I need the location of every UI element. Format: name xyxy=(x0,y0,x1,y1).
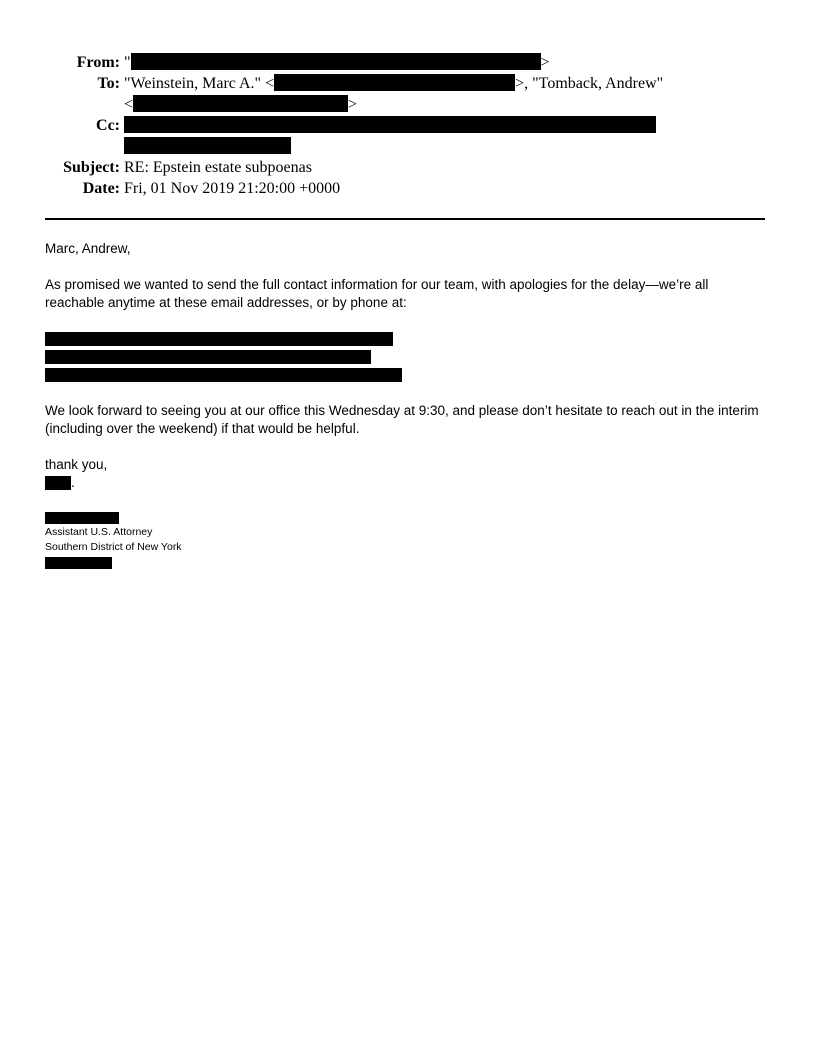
redaction-to-address-2 xyxy=(133,95,348,112)
closing: thank you, xyxy=(45,457,108,472)
redaction-cc-line-1 xyxy=(124,116,656,133)
to-row-continued xyxy=(0,94,816,115)
greeting: Marc, Andrew, xyxy=(45,241,131,256)
paragraph-1-line-2: reachable anytime at these email addresses, or by phone at: xyxy=(45,295,407,310)
to-label: To: xyxy=(97,75,120,92)
cc-row-continued xyxy=(0,136,816,157)
subject-value: RE: Epstein estate subpoenas xyxy=(124,159,312,176)
to-value: "Weinstein, Marc A." < >, "Tomback, Andrew" xyxy=(124,75,664,92)
date-value: Fri, 01 Nov 2019 21:20:00 +0000 xyxy=(124,180,341,197)
date-label: Date: xyxy=(82,180,120,197)
email-header xyxy=(0,52,816,199)
paragraph-2-line-2: (including over the weekend) if that would be helpful. xyxy=(45,421,360,436)
redaction-contact-line-1 xyxy=(45,332,393,346)
header-divider xyxy=(45,218,765,220)
paragraph-2-line-1: We look forward to seeing you at our office this Wednesday at 9:30, and please don’t hesitate to reach out in the interim xyxy=(45,403,759,418)
redaction-sender-name xyxy=(45,476,71,490)
from-label: From: xyxy=(76,54,120,71)
redaction-cc-line-2 xyxy=(124,137,291,154)
redaction-signature-name xyxy=(45,512,119,524)
paragraph-2 xyxy=(45,402,770,438)
to-row xyxy=(0,73,816,94)
closing-period: . xyxy=(71,475,75,490)
redaction-contact-line-3 xyxy=(45,368,402,382)
subject-row xyxy=(0,157,816,178)
cc-label: Cc: xyxy=(96,117,120,134)
subject-label: Subject: xyxy=(63,159,120,176)
paragraph-1 xyxy=(45,276,770,312)
from-value: " > xyxy=(124,54,550,71)
cc-row xyxy=(0,115,816,136)
signature-title: Assistant U.S. Attorney xyxy=(45,526,153,538)
redaction-from-address xyxy=(131,53,541,70)
redaction-to-address-1 xyxy=(274,74,515,91)
redaction-contact-line-2 xyxy=(45,350,371,364)
redaction-signature-contact xyxy=(45,557,112,569)
from-row xyxy=(0,52,816,73)
paragraph-1-line-1: As promised we wanted to send the full contact information for our team, with apologies for the delay—we’re all xyxy=(45,277,709,292)
cc-value xyxy=(124,115,656,136)
to-value-continued: < > xyxy=(124,96,358,113)
signature-office: Southern District of New York xyxy=(45,541,182,553)
cc-value-continued xyxy=(124,136,291,157)
date-row xyxy=(0,178,816,199)
